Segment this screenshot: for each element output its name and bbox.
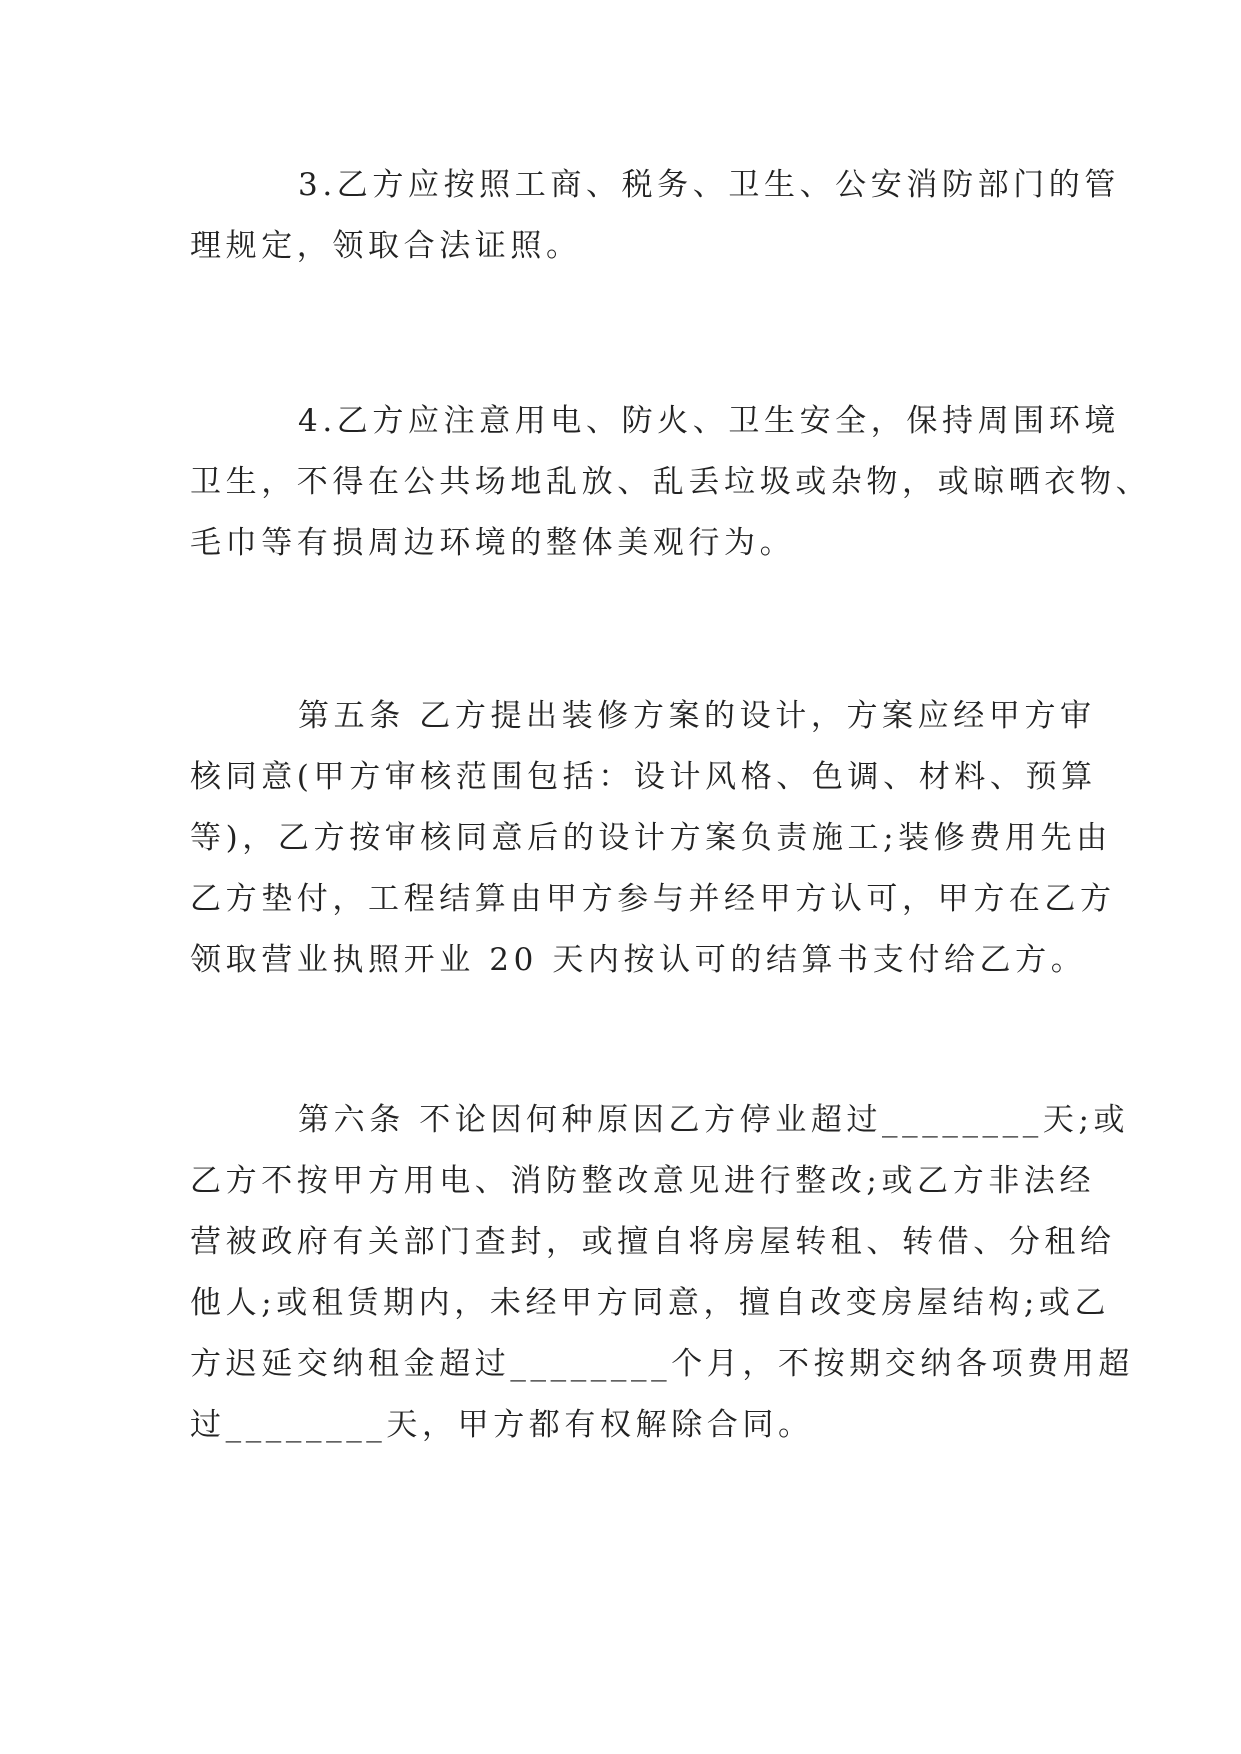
text-line: 卫生，不得在公共场地乱放、乱丢垃圾或杂物，或晾晒衣物、 [190,464,1152,500]
clause-3-paragraph [190,155,1120,277]
text-line: 方迟延交纳租金超过________个月，不按期交纳各项费用超 [190,1346,1134,1382]
text-line: 毛巾等有损周边环境的整体美观行为。 [190,525,796,561]
text-line: 领取营业执照开业 20 天内按认可的结算书支付给乙方。 [190,942,1087,978]
text-line: 过________天，甲方都有权解除合同。 [190,1407,814,1443]
text-line: 核同意(甲方审核范围包括：设计风格、色调、材料、预算 [190,759,1097,795]
article-5-paragraph [190,686,1116,991]
text-line: 乙方垫付，工程结算由甲方参与并经甲方认可，甲方在乙方 [190,881,1116,917]
text-line: 理规定，领取合法证照。 [190,228,582,264]
text-line: 3.乙方应按照工商、税务、卫生、公安消防部门的管 [298,167,1120,203]
text-line: 第五条 乙方提出装修方案的设计，方案应经甲方审 [298,698,1096,734]
text-line: 第六条 不论因何种原因乙方停业超过________天;或 [298,1102,1130,1138]
clause-4-paragraph [190,391,1152,574]
text-line: 乙方不按甲方用电、消防整改意见进行整改;或乙方非法经 [190,1163,1096,1199]
text-line: 他人;或租赁期内，未经甲方同意，擅自改变房屋结构;或乙 [190,1285,1111,1321]
article-6-paragraph [190,1090,1134,1456]
text-line: 等)，乙方按审核同意后的设计方案负责施工;装修费用先由 [190,820,1112,856]
text-line: 营被政府有关部门查封，或擅自将房屋转租、转借、分租给 [190,1224,1116,1260]
text-line: 4.乙方应注意用电、防火、卫生安全，保持周围环境 [298,403,1120,439]
